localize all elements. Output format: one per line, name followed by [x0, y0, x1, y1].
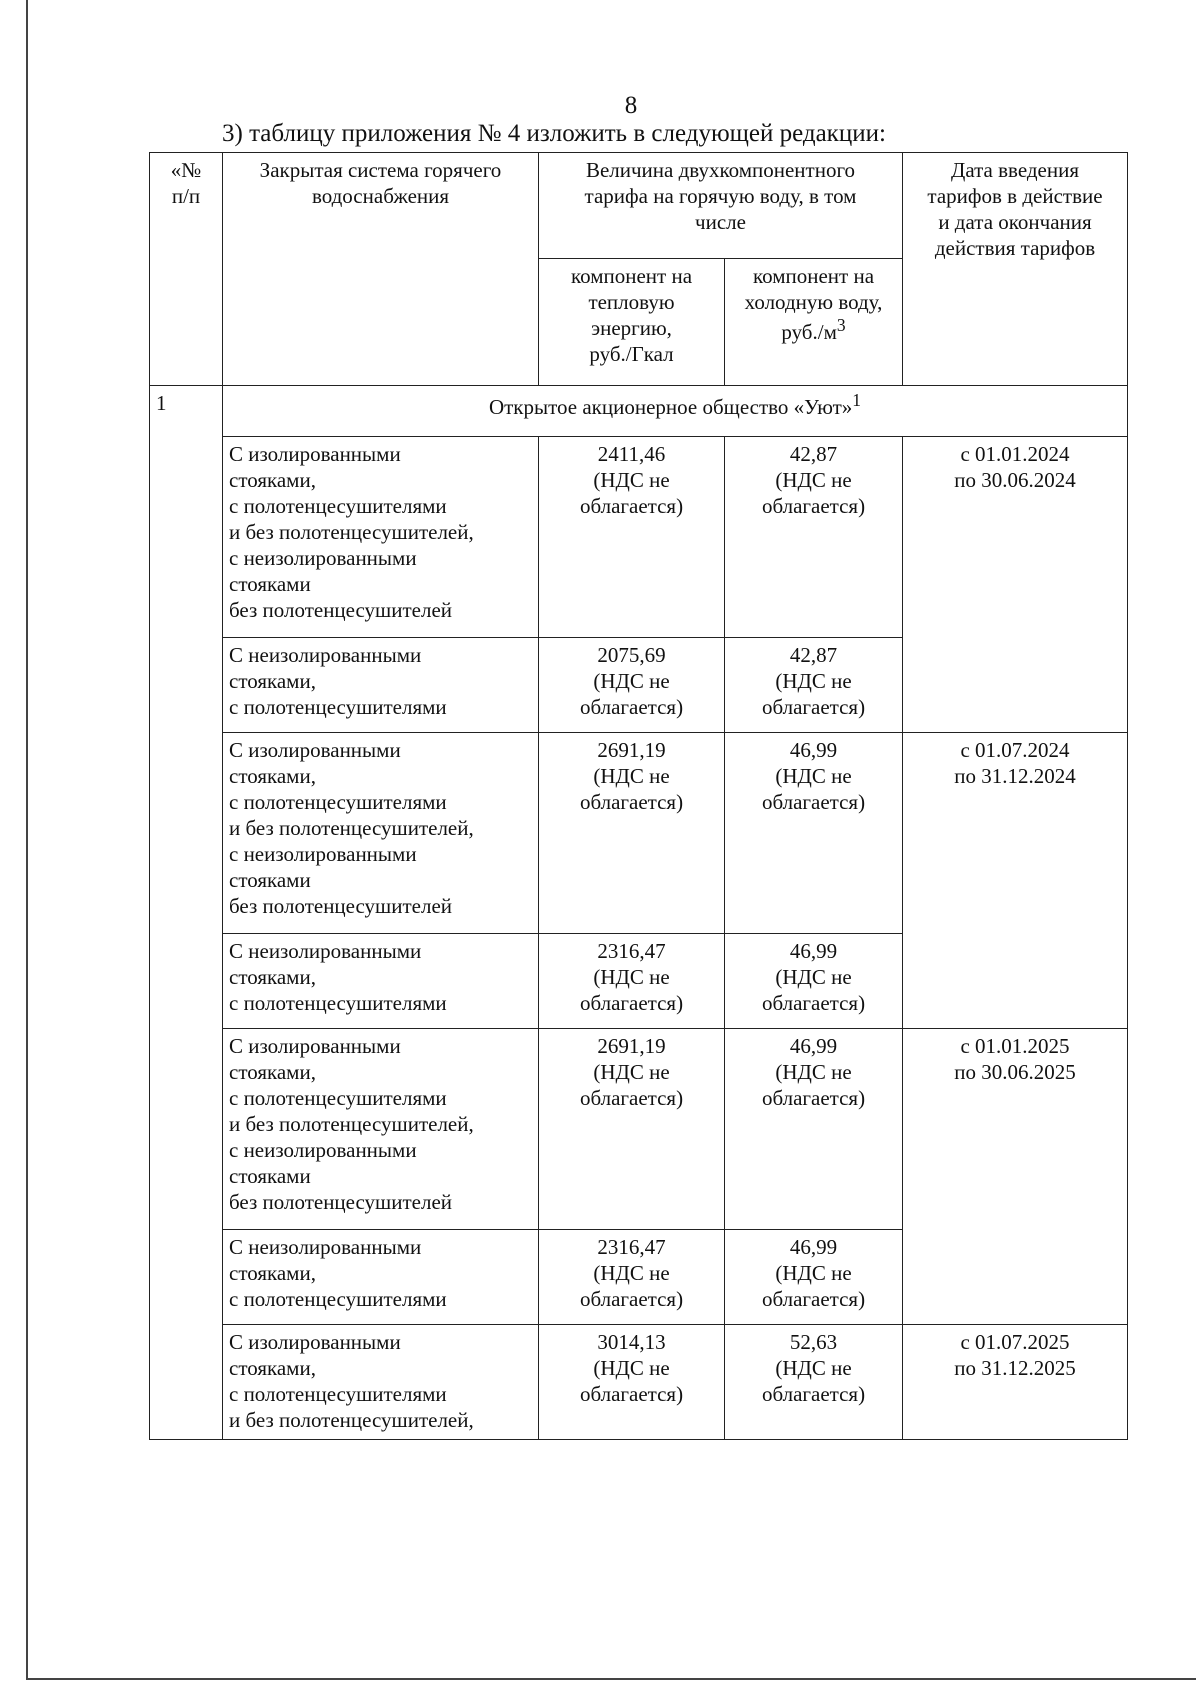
system-description: С изолированными стояками, с полотенцесушителями и без полотенцесушителей, с неизолированными стояками без полотенцесушителей: [223, 1029, 539, 1230]
table-row: [150, 1325, 1128, 1440]
cold-value: 46,99 (НДС не облагается): [725, 1230, 903, 1325]
period-dates: с 01.01.2025 по 30.06.2025: [903, 1029, 1128, 1325]
header-heat-component: компонент на тепловую энергию, руб./Гкал: [539, 259, 725, 386]
header-system: Закрытая система горячего водоснабжения: [223, 153, 539, 386]
cold-value: 46,99 (НДС не облагается): [725, 934, 903, 1029]
system-description: С неизолированными стояками, с полотенцесушителями: [223, 934, 539, 1029]
heat-value: 3014,13 (НДС не облагается): [539, 1325, 725, 1440]
heat-value: 2691,19 (НДС не облагается): [539, 1029, 725, 1230]
period-dates: с 01.07.2025 по 31.12.2025: [903, 1325, 1128, 1440]
intro-text: 3) таблицу приложения № 4 изложить в следующей редакции:: [222, 120, 886, 147]
cold-value: 52,63 (НДС не облагается): [725, 1325, 903, 1440]
header-number: «№ п/п: [150, 153, 223, 386]
system-description: С изолированными стояками, с полотенцесушителями и без полотенцесушителей,: [223, 1325, 539, 1440]
header-tariff: Величина двухкомпонентного тарифа на горячую воду, в том числе: [539, 153, 903, 259]
table-row: [150, 437, 1128, 638]
period-dates: с 01.01.2024 по 30.06.2024: [903, 437, 1128, 733]
heat-value: 2075,69 (НДС не облагается): [539, 638, 725, 733]
heat-value: 2691,19 (НДС не облагается): [539, 733, 725, 934]
header-dates: Дата введения тарифов в действие и дата окончания действия тарифов: [903, 153, 1128, 386]
heat-value: 2411,46 (НДС не облагается): [539, 437, 725, 638]
table-row: [150, 1029, 1128, 1230]
system-description: С неизолированными стояками, с полотенцесушителями: [223, 1230, 539, 1325]
system-description: С неизолированными стояками, с полотенцесушителями: [223, 638, 539, 733]
page-number: 8: [624, 92, 638, 119]
row-number: 1: [150, 386, 223, 1440]
period-dates: с 01.07.2024 по 31.12.2024: [903, 733, 1128, 1029]
heat-value: 2316,47 (НДС не облагается): [539, 934, 725, 1029]
cold-value: 42,87 (НДС не облагается): [725, 638, 903, 733]
system-description: С изолированными стояками, с полотенцесушителями и без полотенцесушителей, с неизолированными стояками без полотенцесушителей: [223, 733, 539, 934]
cold-value: 46,99 (НДС не облагается): [725, 1029, 903, 1230]
heat-value: 2316,47 (НДС не облагается): [539, 1230, 725, 1325]
cold-value: 46,99 (НДС не облагается): [725, 733, 903, 934]
org-name: Открытое акционерное общество «Уют»$^1$: [223, 386, 1128, 437]
cold-value: 42,87 (НДС не облагается): [725, 437, 903, 638]
system-description: С изолированными стояками, с полотенцесушителями и без полотенцесушителей, с неизолированными стояками без полотенцесушителей: [223, 437, 539, 638]
table-row: [150, 733, 1128, 934]
header-cold-component: компонент на холодную воду, $руб./м^3$: [725, 259, 903, 386]
tariff-table: [149, 152, 1128, 1440]
